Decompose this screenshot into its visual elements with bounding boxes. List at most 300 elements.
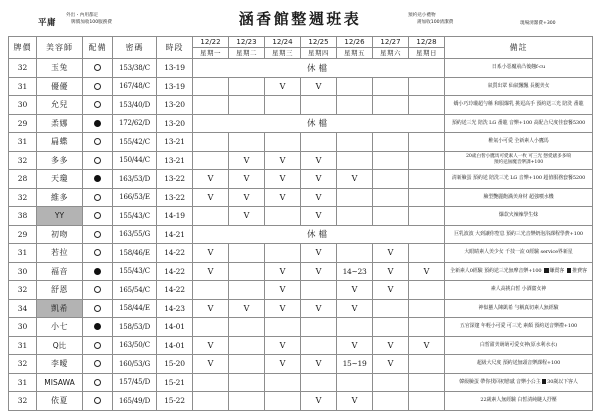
- cell-day-1[interactable]: [229, 96, 265, 115]
- filled-circle-icon: [94, 323, 101, 330]
- cell-day-1[interactable]: V: [229, 188, 265, 207]
- cell-equipment: [83, 225, 113, 244]
- cell-day-4[interactable]: [337, 77, 373, 96]
- table-row[interactable]: [9, 96, 593, 115]
- cell-equipment: [83, 77, 113, 96]
- table-row[interactable]: [9, 336, 593, 355]
- cell-day-1[interactable]: [229, 355, 265, 374]
- cell-code: 160/53/G: [113, 355, 157, 374]
- cell-price: 29: [9, 114, 37, 133]
- cell-day-2[interactable]: V: [265, 262, 301, 281]
- cell-day-3[interactable]: [301, 133, 337, 152]
- cell-day-2[interactable]: [265, 392, 301, 411]
- cell-beautician-name[interactable]: 柔娜: [37, 114, 83, 133]
- cell-time-slot: 13-19: [157, 77, 193, 96]
- cell-code: 150/44/C: [113, 151, 157, 170]
- hollow-circle-icon: [94, 397, 101, 404]
- cell-day-3[interactable]: V: [301, 170, 337, 189]
- cell-code: 157/45/D: [113, 373, 157, 392]
- cell-day-3[interactable]: [301, 336, 337, 355]
- hollow-circle-icon: [94, 379, 101, 386]
- cell-price: 32: [9, 355, 37, 374]
- table-row[interactable]: [9, 188, 593, 207]
- cell-day-3[interactable]: [301, 373, 337, 392]
- cell-day-5[interactable]: [373, 373, 409, 392]
- col-header-slot: 時段: [157, 37, 193, 59]
- col-header-weekday-5: 星期六: [373, 48, 409, 59]
- cell-time-slot: 13-22: [157, 170, 193, 189]
- col-header-weekday-6: 星期日: [409, 48, 445, 59]
- col-header-date-6: 12/28: [409, 37, 445, 48]
- cell-day-1[interactable]: [229, 392, 265, 411]
- cell-day-5[interactable]: [373, 207, 409, 226]
- col-header-weekday-3: 星期四: [301, 48, 337, 59]
- cell-equipment: [83, 96, 113, 115]
- cell-code: 163/55/G: [113, 225, 157, 244]
- cell-rest-span: 休檔: [193, 59, 445, 78]
- header-left-note-1: 外出・內用都定: [66, 13, 99, 18]
- cell-day-6[interactable]: [409, 207, 445, 226]
- cell-day-5[interactable]: [373, 133, 409, 152]
- table-row[interactable]: [9, 299, 593, 318]
- cell-beautician-name[interactable]: MISAWA: [37, 373, 83, 392]
- cell-beautician-name[interactable]: 維多: [37, 188, 83, 207]
- cell-day-6[interactable]: V: [409, 336, 445, 355]
- cell-price: 32: [9, 59, 37, 78]
- cell-day-5[interactable]: V: [373, 355, 409, 374]
- cell-day-2[interactable]: V: [265, 355, 301, 374]
- cell-day-4[interactable]: [337, 151, 373, 170]
- cell-day-6[interactable]: [409, 392, 445, 411]
- cell-note: 清新臉蛋 預約送 陪洗三光 LG 音樂+100 超值服務套餐5200: [445, 170, 593, 189]
- cell-day-0[interactable]: V: [193, 299, 229, 318]
- col-header-date-4: 12/26: [337, 37, 373, 48]
- cell-day-5[interactable]: [373, 318, 409, 337]
- cell-day-3[interactable]: V: [301, 355, 337, 374]
- cell-price: 28: [9, 170, 37, 189]
- cell-day-2[interactable]: [265, 207, 301, 226]
- cell-day-0[interactable]: V: [193, 188, 229, 207]
- cell-day-5[interactable]: [373, 96, 409, 115]
- table-row[interactable]: [9, 114, 593, 133]
- cell-code: 153/40/D: [113, 96, 157, 115]
- cell-note: 預約送三光 陪洗 LG 番龍 音樂+100 高配合尺度佳套餐5300: [445, 114, 593, 133]
- cell-day-6[interactable]: [409, 299, 445, 318]
- table-body: [9, 59, 593, 411]
- table-row[interactable]: [9, 225, 593, 244]
- cell-day-5[interactable]: V: [373, 281, 409, 300]
- cell-day-3[interactable]: V: [301, 244, 337, 263]
- cell-equipment: [83, 114, 113, 133]
- col-header-date-5: 12/27: [373, 37, 409, 48]
- cell-equipment: [83, 392, 113, 411]
- cell-day-0[interactable]: V: [193, 244, 229, 263]
- cell-time-slot: 13-21: [157, 133, 193, 152]
- hollow-circle-icon: [94, 360, 101, 367]
- table-row[interactable]: [9, 244, 593, 263]
- page-title: 涵香館整週班表: [238, 10, 362, 28]
- cell-note: 22歲素人無經驗 白皙清純瞇入抒壓: [445, 392, 593, 411]
- cell-price: 32: [9, 151, 37, 170]
- cell-note: 爆款火辣辣學生妹: [445, 207, 593, 226]
- hollow-circle-icon: [94, 342, 101, 349]
- cell-day-4[interactable]: V: [337, 299, 373, 318]
- hollow-circle-icon: [94, 64, 101, 71]
- cell-code: 158/53/D: [113, 318, 157, 337]
- cell-time-slot: 14-22: [157, 262, 193, 281]
- header-left-label: 平庸: [38, 18, 57, 28]
- cell-note: 五官深邃 年輕小可愛 可三光 素顏 預約送音樂禮+100: [445, 318, 593, 337]
- cell-day-1[interactable]: V: [229, 170, 265, 189]
- cell-rest-span: 休檔: [193, 225, 445, 244]
- cell-day-2[interactable]: [265, 373, 301, 392]
- cell-code: 158/46/E: [113, 244, 157, 263]
- hollow-circle-icon: [94, 212, 101, 219]
- table-row[interactable]: [9, 207, 593, 226]
- cell-day-0[interactable]: [193, 151, 229, 170]
- page-header: [0, 0, 600, 34]
- cell-day-1[interactable]: [229, 373, 265, 392]
- cell-beautician-name[interactable]: 舒恩: [37, 281, 83, 300]
- cell-day-2[interactable]: V: [265, 77, 301, 96]
- cell-day-6[interactable]: [409, 355, 445, 374]
- cell-day-1[interactable]: V: [229, 207, 265, 226]
- cell-day-0[interactable]: [193, 373, 229, 392]
- cell-price: 32: [9, 392, 37, 411]
- col-header-weekday-4: 星期五: [337, 48, 373, 59]
- table-row[interactable]: [9, 59, 593, 78]
- block-marker-icon: [542, 379, 547, 384]
- cell-time-slot: 13-21: [157, 151, 193, 170]
- cell-time-slot: 15-22: [157, 392, 193, 411]
- cell-day-1[interactable]: [229, 77, 265, 96]
- cell-day-1[interactable]: [229, 262, 265, 281]
- cell-day-0[interactable]: [193, 281, 229, 300]
- cell-time-slot: 15-20: [157, 355, 193, 374]
- cell-time-slot: 14-01: [157, 318, 193, 337]
- cell-equipment: [83, 59, 113, 78]
- cell-day-4[interactable]: [337, 207, 373, 226]
- cell-day-4[interactable]: V: [337, 336, 373, 355]
- cell-beautician-name[interactable]: 優優: [37, 77, 83, 96]
- cell-time-slot: 13-22: [157, 188, 193, 207]
- cell-rest-span: 休檔: [193, 114, 445, 133]
- cell-note: 超級大尺度 預約送無頭音樂課程+100: [445, 355, 593, 374]
- cell-equipment: [83, 207, 113, 226]
- cell-day-2[interactable]: [265, 96, 301, 115]
- col-header-weekday-2: 星期三: [265, 48, 301, 59]
- cell-day-1[interactable]: [229, 318, 265, 337]
- cell-day-0[interactable]: [193, 133, 229, 152]
- cell-day-2[interactable]: [265, 244, 301, 263]
- cell-note: 白皙甜美萌萌可愛女神(原水利水水): [445, 336, 593, 355]
- cell-day-5[interactable]: V: [373, 262, 409, 281]
- cell-code: 155/43/C: [113, 262, 157, 281]
- cell-beautician-name[interactable]: 李曖: [37, 355, 83, 374]
- cell-equipment: [83, 318, 113, 337]
- cell-day-0[interactable]: [193, 318, 229, 337]
- col-header-weekday-0: 星期一: [193, 48, 229, 59]
- cell-note: 20歲白皙小鷹馬可愛素人一枚 可三光 戀愛感多多唷 預約送無魔音樂課+100: [445, 151, 593, 170]
- col-header-code: 密碼: [113, 37, 157, 59]
- cell-day-0[interactable]: V: [193, 170, 229, 189]
- cell-note: 大眼睛素人美少女 千技一流 0經驗 service界新星: [445, 244, 593, 263]
- cell-time-slot: 13-20: [157, 96, 193, 115]
- cell-equipment: [83, 262, 113, 281]
- cell-day-1[interactable]: [229, 281, 265, 300]
- cell-day-5[interactable]: [373, 299, 409, 318]
- cell-note: 稚氣小可愛 全新素人小鷹馬: [445, 133, 593, 152]
- cell-note: 氣質出眾 仙氣飄飄 長腿美女: [445, 77, 593, 96]
- cell-day-3[interactable]: V: [301, 207, 337, 226]
- hollow-circle-icon: [94, 286, 101, 293]
- cell-code: 158/44/E: [113, 299, 157, 318]
- cell-equipment: [83, 373, 113, 392]
- cell-beautician-name[interactable]: 天瓊: [37, 170, 83, 189]
- col-header-date-0: 12/22: [193, 37, 229, 48]
- col-header-date-3: 12/25: [301, 37, 337, 48]
- cell-time-slot: 14-21: [157, 225, 193, 244]
- cell-equipment: [83, 281, 113, 300]
- cell-day-5[interactable]: [373, 151, 409, 170]
- cell-day-4[interactable]: [337, 133, 373, 152]
- cell-code: 165/54/C: [113, 281, 157, 300]
- cell-day-1[interactable]: [229, 133, 265, 152]
- cell-price: 30: [9, 96, 37, 115]
- cell-day-4[interactable]: [337, 373, 373, 392]
- cell-day-0[interactable]: V: [193, 262, 229, 281]
- table-row[interactable]: [9, 281, 593, 300]
- cell-time-slot: 14-01: [157, 336, 193, 355]
- cell-code: 165/49/D: [113, 392, 157, 411]
- cell-beautician-name[interactable]: Q比: [37, 336, 83, 355]
- cell-code: 172/62/D: [113, 114, 157, 133]
- cell-day-6[interactable]: [409, 281, 445, 300]
- cell-day-6[interactable]: [409, 96, 445, 115]
- filled-circle-icon: [94, 175, 101, 182]
- cell-note: 素人高挑白皙 小酒窩女神: [445, 281, 593, 300]
- cell-day-4[interactable]: [337, 244, 373, 263]
- cell-day-6[interactable]: [409, 77, 445, 96]
- cell-beautician-name[interactable]: 依夏: [37, 392, 83, 411]
- cell-price: 38: [9, 207, 37, 226]
- cell-day-2[interactable]: V: [265, 170, 301, 189]
- cell-day-3[interactable]: V: [301, 299, 337, 318]
- cell-code: 163/53/D: [113, 170, 157, 189]
- cell-day-0[interactable]: [193, 207, 229, 226]
- cell-beautician-name[interactable]: 福音: [37, 262, 83, 281]
- block-marker-icon: [567, 268, 572, 273]
- col-header-date-2: 12/24: [265, 37, 301, 48]
- table-row[interactable]: [9, 77, 593, 96]
- col-header-weekday-1: 星期二: [229, 48, 265, 59]
- hollow-circle-icon: [94, 157, 101, 164]
- col-header-name: 美容師: [37, 37, 83, 59]
- cell-day-4[interactable]: 15~19: [337, 355, 373, 374]
- cell-day-2[interactable]: [265, 133, 301, 152]
- cell-time-slot: 13-19: [157, 59, 193, 78]
- cell-day-5[interactable]: V: [373, 336, 409, 355]
- cell-time-slot: 14-22: [157, 281, 193, 300]
- header-cleaning-fee-note: 現場清潔費+300: [520, 21, 556, 26]
- cell-time-slot: 14-22: [157, 244, 193, 263]
- hollow-circle-icon: [94, 305, 101, 312]
- cell-beautician-name[interactable]: 玉兔: [37, 59, 83, 78]
- cell-note: 嬌小巧玲瓏超勻稱 和服爆乳 挑逗高手 預約送三光 陪洗 番龍: [445, 96, 593, 115]
- cell-day-0[interactable]: [193, 77, 229, 96]
- cell-equipment: [83, 133, 113, 152]
- cell-equipment: [83, 244, 113, 263]
- cell-day-3[interactable]: V: [301, 151, 337, 170]
- cell-code: 153/38/C: [113, 59, 157, 78]
- cell-note: 巨乳波波 大到讓你窒息 預約三光音樂奶泡浴課程學費+100: [445, 225, 593, 244]
- cell-day-1[interactable]: V: [229, 151, 265, 170]
- cell-time-slot: 13-20: [157, 114, 193, 133]
- table-row[interactable]: [9, 133, 593, 152]
- col-header-note: 備註: [445, 37, 593, 59]
- cell-price: 32: [9, 281, 37, 300]
- cell-beautician-name[interactable]: 初吻: [37, 225, 83, 244]
- cell-beautician-name[interactable]: 若拉: [37, 244, 83, 263]
- cell-price: 31: [9, 336, 37, 355]
- cell-equipment: [83, 299, 113, 318]
- cell-equipment: [83, 336, 113, 355]
- table-row[interactable]: [9, 373, 593, 392]
- cell-day-4[interactable]: [337, 318, 373, 337]
- cell-day-3[interactable]: V: [301, 188, 337, 207]
- cell-beautician-name[interactable]: YY: [37, 207, 83, 226]
- cell-day-2[interactable]: V: [265, 336, 301, 355]
- cell-day-2[interactable]: V: [265, 299, 301, 318]
- cell-price: 30: [9, 318, 37, 337]
- cell-day-2[interactable]: V: [265, 151, 301, 170]
- cell-day-5[interactable]: [373, 392, 409, 411]
- cell-day-1[interactable]: [229, 244, 265, 263]
- cell-day-1[interactable]: V: [229, 299, 265, 318]
- cell-day-3[interactable]: [301, 318, 337, 337]
- cell-day-2[interactable]: [265, 318, 301, 337]
- cell-day-6[interactable]: [409, 170, 445, 189]
- table-row[interactable]: [9, 262, 593, 281]
- cell-day-0[interactable]: [193, 392, 229, 411]
- cell-day-4[interactable]: [337, 96, 373, 115]
- header-right-note-1: 預約送小禮物: [408, 13, 436, 18]
- cell-beautician-name[interactable]: 多多: [37, 151, 83, 170]
- filled-circle-icon: [94, 120, 101, 127]
- cell-day-6[interactable]: V: [409, 262, 445, 281]
- table-row[interactable]: [9, 392, 593, 411]
- hollow-circle-icon: [94, 83, 101, 90]
- cell-equipment: [83, 188, 113, 207]
- filled-circle-icon: [94, 268, 101, 275]
- hollow-circle-icon: [94, 249, 101, 256]
- col-header-equip: 配備: [83, 37, 113, 59]
- cell-day-3[interactable]: V: [301, 77, 337, 96]
- cell-day-6[interactable]: [409, 373, 445, 392]
- cell-code: 155/42/C: [113, 133, 157, 152]
- header-right-notes: [408, 12, 453, 26]
- cell-code: 166/53/E: [113, 188, 157, 207]
- cell-day-4[interactable]: V: [337, 281, 373, 300]
- cell-day-3[interactable]: [301, 96, 337, 115]
- cell-day-6[interactable]: [409, 318, 445, 337]
- cell-price: 31: [9, 373, 37, 392]
- cell-day-6[interactable]: [409, 151, 445, 170]
- cell-day-3[interactable]: [301, 281, 337, 300]
- cell-day-0[interactable]: V: [193, 355, 229, 374]
- hollow-circle-icon: [94, 101, 101, 108]
- table-row[interactable]: [9, 318, 593, 337]
- col-header-price: 牌價: [9, 37, 37, 59]
- cell-price: 30: [9, 262, 37, 281]
- cell-day-0[interactable]: [193, 96, 229, 115]
- cell-note: 神似藝人陳凱希 勻稱真切素人無經驗: [445, 299, 593, 318]
- table-row[interactable]: [9, 170, 593, 189]
- cell-day-3[interactable]: V: [301, 262, 337, 281]
- cell-code: 167/48/C: [113, 77, 157, 96]
- cell-time-slot: 15-21: [157, 373, 193, 392]
- cell-note: 韓級臉蛋 帶你找回初戀感 音樂小公主 30歲以下客人: [445, 373, 593, 392]
- cell-day-5[interactable]: [373, 188, 409, 207]
- cell-equipment: [83, 170, 113, 189]
- header-row-dates: [9, 37, 593, 48]
- cell-day-3[interactable]: V: [301, 392, 337, 411]
- cell-price: 34: [9, 299, 37, 318]
- hollow-circle-icon: [94, 231, 101, 238]
- cell-time-slot: 14-23: [157, 299, 193, 318]
- cell-day-4[interactable]: V: [337, 392, 373, 411]
- hollow-circle-icon: [94, 194, 101, 201]
- schedule-table-wrapper: [8, 36, 592, 411]
- block-marker-icon: [544, 268, 549, 273]
- header-right-note-2: 需加收100清潔費: [417, 20, 454, 26]
- cell-note: 全新素人0經驗 預約送三光無摩音樂+100 賺賣客 推費客: [445, 262, 593, 281]
- table-row[interactable]: [9, 151, 593, 170]
- cell-beautician-name[interactable]: 允兒: [37, 96, 83, 115]
- cell-day-6[interactable]: [409, 188, 445, 207]
- cell-price: 32: [9, 188, 37, 207]
- cell-day-4[interactable]: V: [337, 170, 373, 189]
- cell-day-1[interactable]: [229, 336, 265, 355]
- cell-code: 155/43/C: [113, 207, 157, 226]
- cell-day-4[interactable]: 14~23: [337, 262, 373, 281]
- cell-day-0[interactable]: V: [193, 336, 229, 355]
- cell-day-4[interactable]: [337, 188, 373, 207]
- cell-note: 日系小惡魔前凸後翹f·cu: [445, 59, 593, 78]
- cell-equipment: [83, 355, 113, 374]
- col-header-date-1: 12/23: [229, 37, 265, 48]
- cell-day-5[interactable]: V: [373, 244, 409, 263]
- cell-price: 31: [9, 77, 37, 96]
- cell-day-2[interactable]: V: [265, 281, 301, 300]
- cell-day-6[interactable]: [409, 244, 445, 263]
- cell-time-slot: 14-19: [157, 207, 193, 226]
- cell-day-6[interactable]: [409, 133, 445, 152]
- cell-day-5[interactable]: [373, 170, 409, 189]
- cell-price: 29: [9, 225, 37, 244]
- table-row[interactable]: [9, 355, 593, 374]
- schedule-table: [8, 36, 593, 411]
- cell-price: 31: [9, 133, 37, 152]
- cell-day-5[interactable]: [373, 77, 409, 96]
- header-left-note-2: 牌價加收100服務費: [71, 20, 112, 26]
- cell-beautician-name[interactable]: 凱希: [37, 299, 83, 318]
- cell-day-2[interactable]: V: [265, 188, 301, 207]
- cell-code: 163/50/C: [113, 336, 157, 355]
- cell-beautician-name[interactable]: 扁蝶: [37, 133, 83, 152]
- cell-price: 31: [9, 244, 37, 263]
- cell-beautician-name[interactable]: 小七: [37, 318, 83, 337]
